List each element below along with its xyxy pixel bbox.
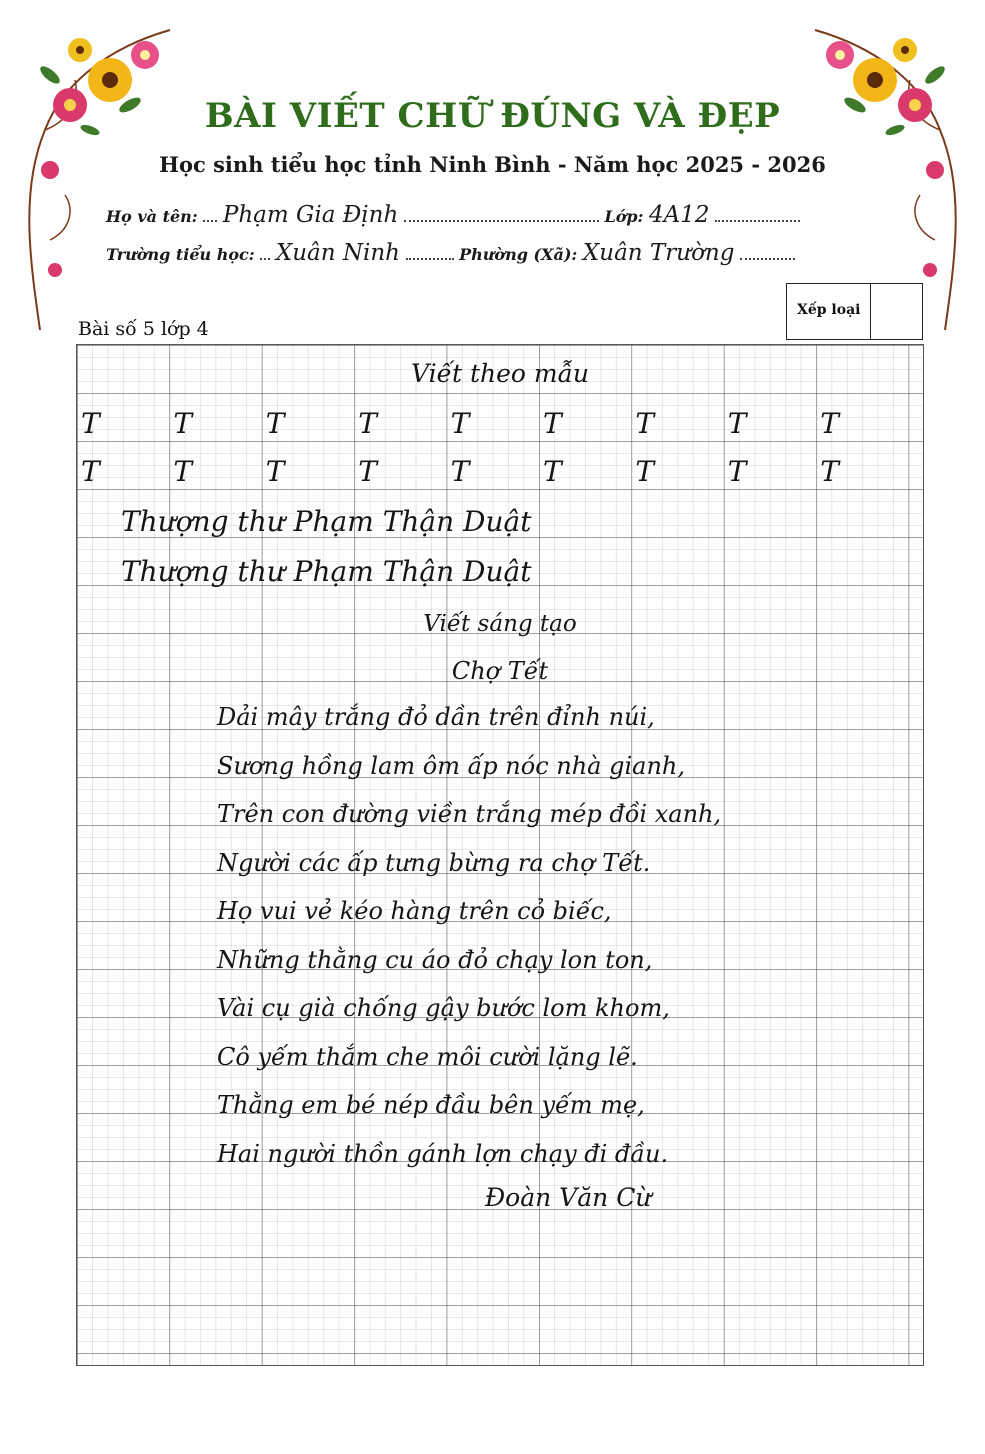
grading-label: Xếp loại [797, 302, 861, 318]
practice-letter: T [265, 455, 285, 488]
name-label: Họ và tên: [106, 207, 198, 226]
copy-heading: Viết theo mẫu [410, 359, 590, 388]
practice-letter: T [635, 455, 655, 488]
name-value: Phạm Gia Định [222, 202, 399, 228]
writing-grid [76, 344, 924, 1366]
poem-line: Cô yếm thắm che môi cười lặng lẽ. [217, 1042, 638, 1071]
poem-line: Sương hồng lam ôm ấp nóc nhà gianh, [217, 751, 686, 780]
practice-letter: T [358, 455, 377, 488]
poem-line: Họ vui vẻ kéo hàng trên cỏ biếc, [217, 897, 612, 925]
practice-letter: T [81, 455, 100, 488]
class-value: 4A12 [649, 202, 710, 228]
poem-line: Vài cụ già chống gậy bước lom khom, [217, 994, 670, 1022]
school-label: Trường tiểu học: [106, 245, 255, 264]
practice-letter: T [543, 455, 562, 488]
school-row [106, 240, 795, 266]
practice-letter: T [635, 407, 655, 440]
practice-letter: T [173, 455, 193, 488]
practice-letter: T [81, 407, 100, 440]
practice-letter: T [173, 407, 193, 440]
poem-line: Dải mây trắng đỏ dần trên đỉnh núi, [217, 703, 655, 731]
grading-box [786, 283, 923, 340]
ward-value: Xuân Trường [582, 240, 735, 266]
page-title: BÀI VIẾT CHỮ ĐÚNG VÀ ĐẸP [204, 96, 781, 136]
grading-divider [870, 284, 871, 339]
exercise-label: Bài số 5 lớp 4 [78, 318, 209, 340]
practice-letter: T [820, 455, 839, 488]
sentence-line-1: Thượng thư Phạm Thận Duật [121, 505, 532, 538]
practice-letter: T [820, 407, 839, 440]
page-subtitle: Học sinh tiểu học tỉnh Ninh Bình - Năm học 2025 - 2026 [159, 152, 826, 177]
poem-line: Người các ấp tưng bừng ra chợ Tết. [217, 848, 651, 877]
poem-author: Đoàn Văn Cừ [485, 1183, 652, 1212]
name-row [106, 202, 800, 228]
practice-letter: T [450, 455, 470, 488]
practice-letter: T [358, 407, 377, 440]
practice-letter: T [727, 455, 747, 488]
poem-line: Thằng em bé nép đầu bên yếm mẹ, [217, 1091, 645, 1119]
school-value: Xuân Ninh [275, 240, 400, 266]
creative-heading: Viết sáng tạo [423, 611, 577, 637]
poem-line: Trên con đường viền trắng mép đồi xanh, [217, 800, 722, 828]
poem-line: Những thằng cu áo đỏ chạy lon ton, [217, 945, 653, 974]
practice-letter: T [727, 407, 747, 440]
practice-letter: T [450, 407, 470, 440]
practice-letter: T [265, 407, 285, 440]
class-label: Lớp: [604, 207, 644, 226]
poem-line: Hai người thồn gánh lợn chạy đi đầu. [217, 1139, 669, 1168]
practice-letter: T [543, 407, 562, 440]
sentence-line-2: Thượng thư Phạm Thận Duật [121, 555, 532, 588]
ward-label: Phường (Xã): [459, 245, 578, 264]
poem-title: Chợ Tết [451, 657, 549, 685]
